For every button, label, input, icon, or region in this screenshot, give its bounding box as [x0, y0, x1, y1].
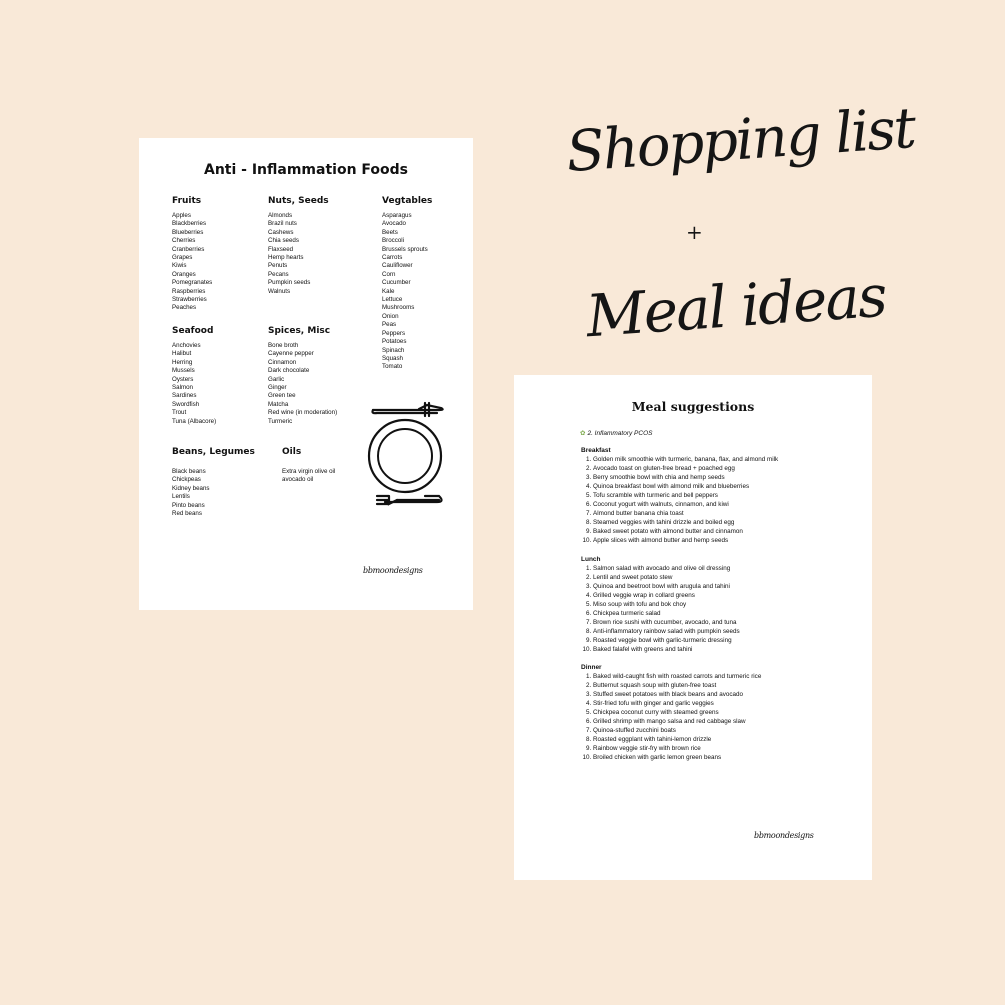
list-item: Penuts [268, 262, 288, 270]
meal-page-title: Meal suggestions [631, 399, 755, 414]
section-oils [282, 447, 335, 485]
lunch-section [581, 555, 740, 654]
meal-heading: Dinner [581, 664, 602, 671]
list-item: Blueberries [172, 228, 204, 236]
list-item: 9. Rainbow veggie stir-fry with brown rice [593, 744, 761, 753]
list-item: Onion [382, 312, 399, 320]
meal-suggestions-page [514, 375, 872, 880]
list-item: Cherries [172, 237, 196, 245]
list-item: Mussels [172, 367, 195, 375]
list-item: 5. Chickpea coconut curry with steamed greens [593, 708, 761, 717]
list-item: Swordfish [172, 400, 200, 408]
list-item: 8. Anti-inflammatory rainbow salad with pumpkin seeds [593, 627, 740, 636]
meal-page-subtitle [580, 429, 652, 437]
list-item: Cauliflower [382, 262, 413, 270]
shopping-page-title: Anti - Inflammation Foods [203, 162, 408, 178]
section-nuts-seeds [268, 196, 329, 296]
list-item: Potatoes [382, 338, 407, 346]
list-item: 1. Salmon salad with avocado and olive oil dressing [593, 564, 740, 573]
list-item: 4. Stir-fried tofu with ginger and garlic veggies [593, 699, 761, 708]
list-item: Halibut [172, 350, 192, 358]
list-item: 2. Butternut squash soup with gluten-free toast [593, 681, 761, 690]
meal-heading: Lunch [581, 556, 601, 563]
list-item: Hemp hearts [268, 254, 304, 262]
list-item: Carrots [382, 254, 403, 262]
list-item: Garlic [268, 375, 285, 383]
list-item: Sardines [172, 392, 197, 400]
list-item: Lentils [172, 493, 190, 501]
section-beans-legumes [172, 447, 255, 518]
list-item: Cranberries [172, 245, 205, 253]
signature: bbmoondesigns [363, 566, 423, 575]
list-item: Anchovies [172, 342, 201, 349]
list-item: 6. Chickpea turmeric salad [593, 609, 740, 618]
section-heading: Nuts, Seeds [268, 196, 329, 206]
list-item: 5. Tofu scramble with turmeric and bell peppers [593, 491, 778, 500]
section-heading: Oils [282, 447, 302, 457]
list-item: Red beans [172, 510, 202, 518]
list-item: Brazil nuts [268, 220, 297, 228]
list-item: 7. Almond butter banana chia toast [593, 509, 778, 518]
list-item: 10. Apple slices with almond butter and hemp seeds [593, 536, 778, 545]
list-item: Apples [172, 212, 191, 219]
list-item: Cayenne pepper [268, 350, 314, 358]
list-item: Chia seeds [268, 237, 299, 245]
list-item: Beets [382, 228, 398, 236]
list-item: 7. Quinoa-stuffed zucchini boats [593, 726, 761, 735]
list-item: Grapes [172, 254, 193, 262]
list-item: Trout [172, 409, 187, 417]
dinner-section [581, 663, 761, 762]
list-item: Asparagus [382, 212, 412, 219]
list-item: Kiwis [172, 262, 187, 270]
list-item: 9. Roasted veggie bowl with garlic-turmeric dressing [593, 636, 740, 645]
list-item: avocado oil [282, 476, 314, 484]
list-item: Turmeric [268, 417, 293, 425]
list-item: Herring [172, 358, 193, 366]
breakfast-section [581, 446, 778, 545]
headline-meal-ideas: Meal ideas [583, 261, 888, 351]
list-item: Corn [382, 270, 396, 278]
list-item: Squash [382, 354, 403, 362]
list-item: 1. Golden milk smoothie with turmeric, banana, flax, and almond milk [593, 455, 778, 464]
list-item: Oranges [172, 270, 196, 278]
section-heading: Fruits [172, 196, 202, 206]
list-item: Cinnamon [268, 358, 297, 366]
list-item: 9. Baked sweet potato with almond butter and cinnamon [593, 527, 778, 536]
section-vegetables [382, 196, 432, 372]
signature: bbmoondesigns [754, 831, 814, 840]
list-item: Ginger [268, 384, 287, 392]
list-item: 10. Broiled chicken with garlic lemon green beans [593, 753, 761, 762]
list-item: 7. Brown rice sushi with cucumber, avocado, and tuna [593, 618, 740, 627]
list-item: Blackberries [172, 220, 207, 228]
list-item: Brussels sprouts [382, 245, 428, 253]
list-item: Tuna (Albacore) [172, 417, 217, 425]
list-item: 4. Grilled veggie wrap in collard greens [593, 591, 740, 600]
subtitle-text: 2. Inflammatory PCOS [587, 430, 653, 437]
list-item: Bone broth [268, 342, 299, 349]
list-item: Peppers [382, 329, 406, 337]
list-item: Lettuce [382, 296, 403, 304]
meal-heading: Breakfast [581, 447, 611, 454]
section-spices-misc [268, 326, 337, 426]
list-item: Pomegranates [172, 279, 213, 287]
list-item: 5. Miso soup with tofu and bok choy [593, 600, 740, 609]
list-item: Walnuts [268, 287, 291, 295]
list-item: 6. Grilled shrimp with mango salsa and red cabbage slaw [593, 717, 761, 726]
list-item: Tomato [382, 363, 403, 371]
headline-shopping-list: Shopping list [564, 95, 917, 186]
list-item: Black beans [172, 468, 206, 475]
section-heading: Spices, Misc [268, 326, 331, 336]
section-heading: Vegtables [382, 196, 433, 206]
headline-plus: + [686, 220, 703, 244]
list-item: Spinach [382, 346, 405, 354]
list-item: 1. Baked wild-caught fish with roasted carrots and turmeric rice [593, 672, 761, 681]
list-item: Kale [382, 287, 395, 295]
list-item: Matcha [268, 400, 289, 408]
list-item: Dark chocolate [268, 367, 310, 375]
list-item: Chickpeas [172, 476, 201, 484]
list-item: Strawberries [172, 296, 207, 304]
section-heading: Beans, Legumes [172, 447, 255, 457]
list-item: 3. Berry smoothie bowl with chia and hemp seeds [593, 473, 778, 482]
list-item: Kidney beans [172, 484, 210, 492]
list-item: Raspberries [172, 287, 206, 295]
list-item: Peas [382, 321, 397, 329]
list-item: Red wine (in moderation) [268, 409, 338, 417]
list-item: 4. Quinoa breakfast bowl with almond milk and blueberries [593, 482, 778, 491]
list-item: Cucumber [382, 279, 411, 287]
list-item: Pecans [268, 270, 289, 278]
list-item: Pinto beans [172, 501, 205, 509]
list-item: Peaches [172, 304, 197, 312]
shopping-list-page [139, 138, 473, 610]
list-item: Broccoli [382, 237, 405, 245]
list-item: 3. Quinoa and beetroot bowl with arugula and tahini [593, 582, 740, 591]
list-item: Cashews [268, 228, 294, 236]
section-fruits [172, 196, 212, 313]
list-item: Almonds [268, 212, 293, 219]
section-seafood [172, 326, 216, 426]
list-item: 2. Avocado toast on gluten-free bread + poached egg [593, 464, 778, 473]
list-item: Avocado [382, 220, 406, 228]
list-item: 10. Baked falafel with greens and tahini [593, 645, 740, 654]
list-item: Oysters [172, 375, 194, 383]
list-item: Green tee [268, 392, 296, 400]
list-item: 3. Stuffed sweet potatoes with black beans and avocado [593, 690, 761, 699]
plate-fork-knife-icon [367, 400, 449, 512]
list-item: Salmon [172, 384, 193, 392]
section-heading: Seafood [172, 326, 214, 336]
list-item: Mushrooms [382, 304, 415, 312]
list-item: Flaxseed [268, 245, 294, 253]
list-item: 2. Lentil and sweet potato stew [593, 573, 740, 582]
list-item: 8. Roasted eggplant with tahini-lemon drizzle [593, 735, 761, 744]
list-item: 8. Steamed veggies with tahini drizzle and boiled egg [593, 518, 778, 527]
list-item: 6. Coconut yogurt with walnuts, cinnamon, and kiwi [593, 500, 778, 509]
list-item: Pumpkin seeds [268, 279, 311, 287]
list-item: Extra virgin olive oil [282, 468, 336, 475]
leaf-icon: ✿ [580, 430, 586, 437]
